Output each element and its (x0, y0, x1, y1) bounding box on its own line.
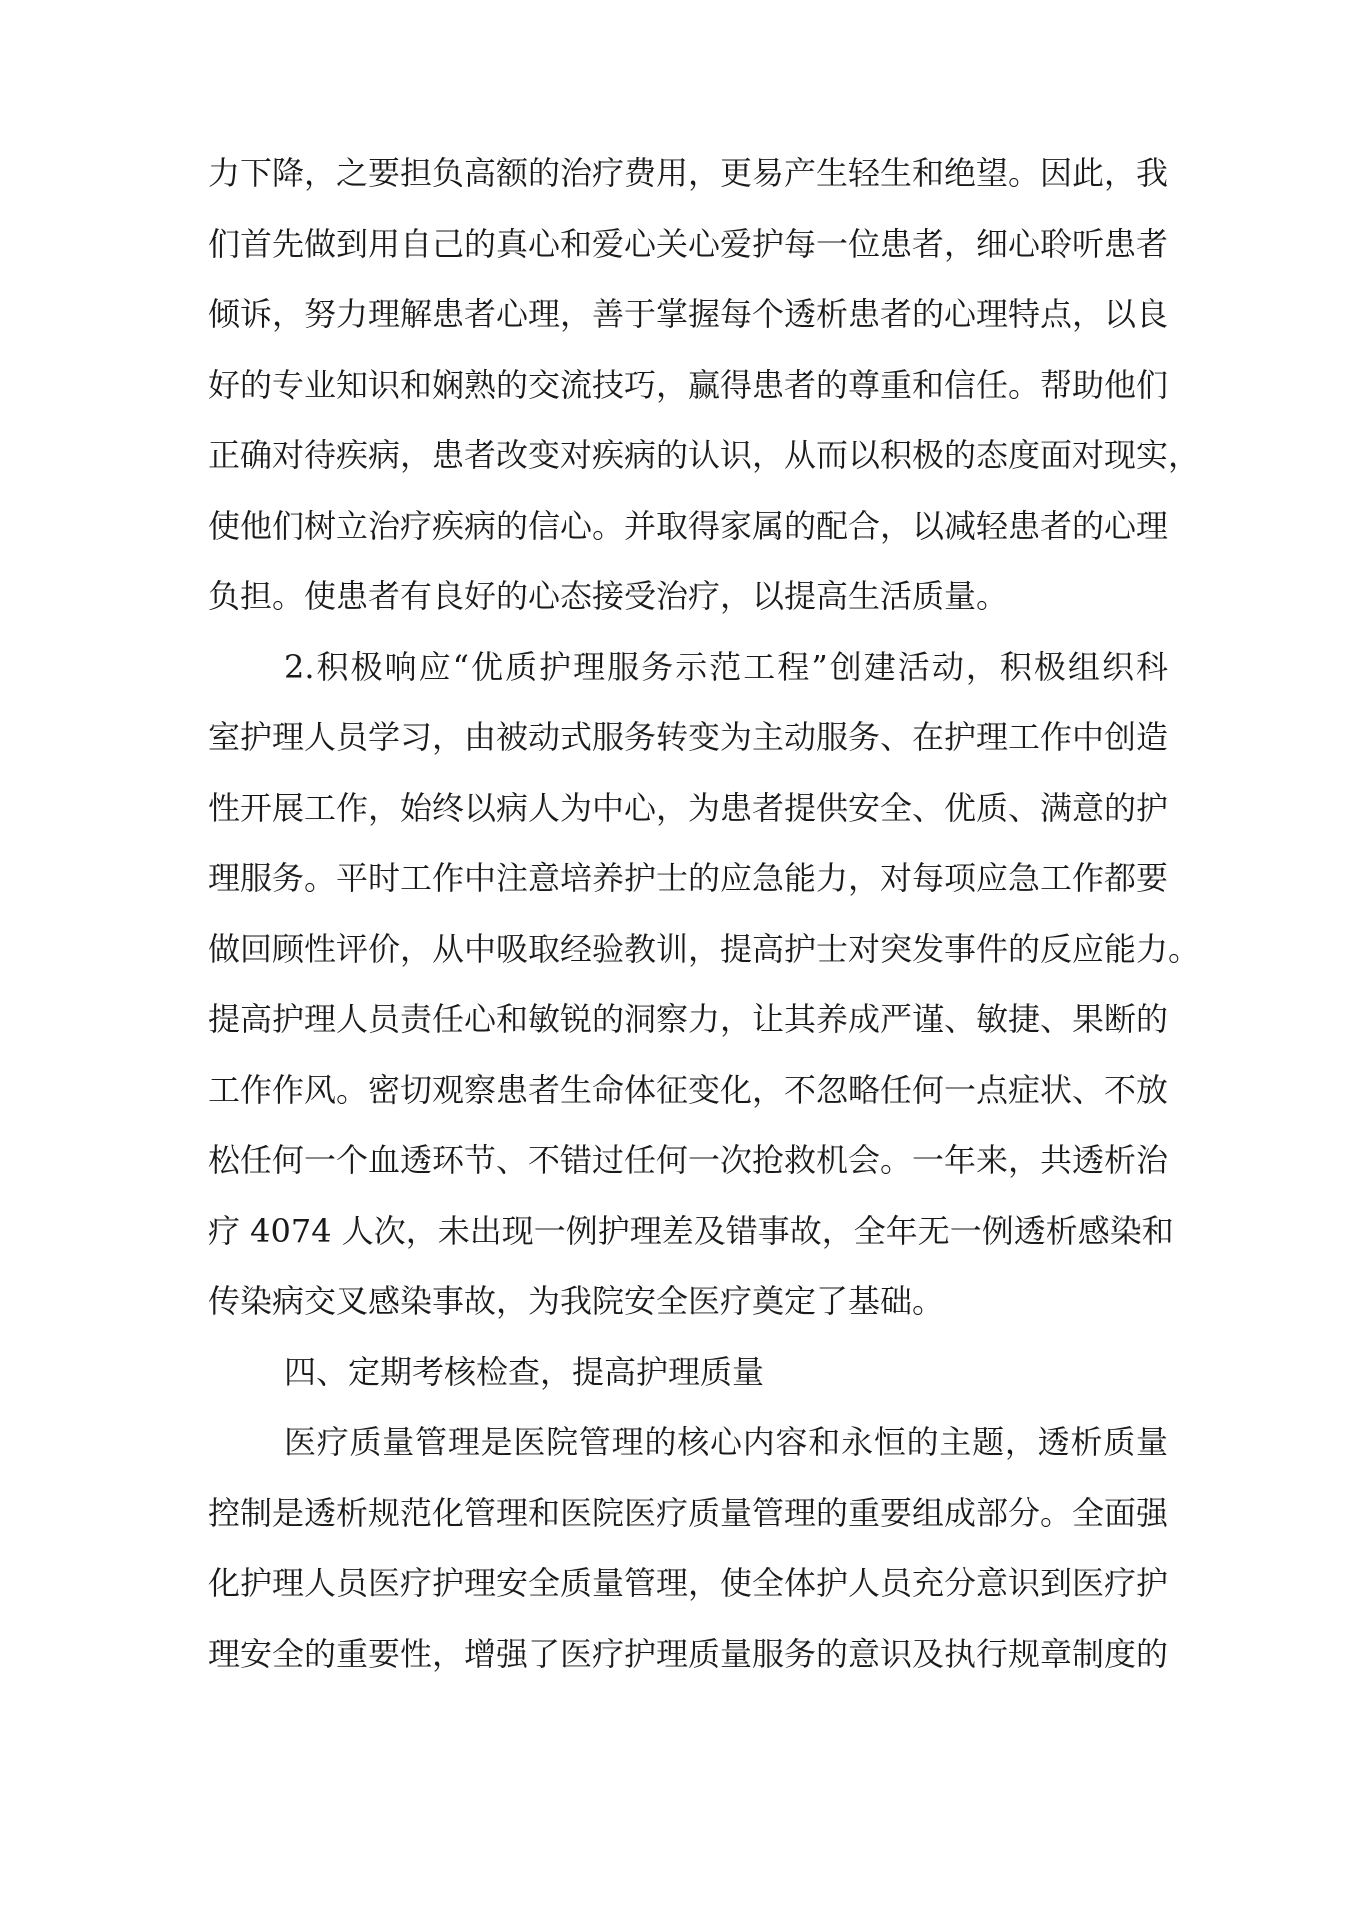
text-line: 倾诉，努力理解患者心理，善于掌握每个透析患者的心理特点，以良 (208, 295, 1169, 333)
text-line: 好的专业知识和娴熟的交流技巧，赢得患者的尊重和信任。帮助他们 (208, 365, 1169, 404)
text-line: 控制是透析规范化管理和医院医疗质量管理的重要组成部分。全面强 (208, 1493, 1169, 1532)
text-line: 化护理人员医疗护理安全质量管理，使全体护人员充分意识到医疗护 (208, 1564, 1169, 1602)
text-line: 使他们树立治疗疾病的信心。并取得家属的配合，以减轻患者的心理 (208, 506, 1169, 545)
text-line: 传染病交叉感染事故，为我院安全医疗奠定了基础。 (208, 1282, 945, 1320)
text-line: 疗 4074 人次，未出现一例护理差及错事故，全年无一例透析感染和 (208, 1211, 1174, 1250)
text-line: 负担。使患者有良好的心态接受治疗，以提高生活质量。 (208, 577, 1009, 615)
text-line: 理服务。平时工作中注意培养护士的应急能力，对每项应急工作都要 (208, 859, 1169, 897)
text-line: 理安全的重要性，增强了医疗护理质量服务的意识及执行规章制度的 (208, 1634, 1169, 1673)
text-line: 医疗质量管理是医院管理的核心内容和永恒的主题，透析质量 (284, 1423, 1168, 1461)
text-line: 做回顾性评价，从中吸取经验教训，提高护士对突发事件的反应能力。 (208, 929, 1201, 968)
text-line: 2.积极响应“优质护理服务示范工程”创建活动，积极组织科 (284, 647, 1168, 686)
text-line: 提高护理人员责任心和敏锐的洞察力，让其养成严谨、敏捷、果断的 (208, 1000, 1169, 1038)
section-heading: 四、定期考核检查，提高护理质量 (284, 1352, 765, 1391)
document-body (208, 138, 1201, 1689)
text-line: 性开展工作，始终以病人为中心，为患者提供安全、优质、满意的护 (208, 788, 1169, 827)
text-line: 力下降，之要担负高额的治疗费用，更易产生轻生和绝望。因此，我 (208, 154, 1169, 192)
text-line: 们首先做到用自己的真心和爱心关心爱护每一位患者，细心聆听患者 (208, 224, 1169, 263)
text-line: 松任何一个血透环节、不错过任何一次抢救机会。一年来，共透析治 (208, 1141, 1169, 1179)
text-line: 室护理人员学习，由被动式服务转变为主动服务、在护理工作中创造 (208, 718, 1169, 756)
text-line: 工作作风。密切观察患者生命体征变化，不忽略任何一点症状、不放 (208, 1070, 1169, 1109)
text-line: 正确对待疾病，患者改变对疾病的认识，从而以积极的态度面对现实， (208, 436, 1201, 474)
